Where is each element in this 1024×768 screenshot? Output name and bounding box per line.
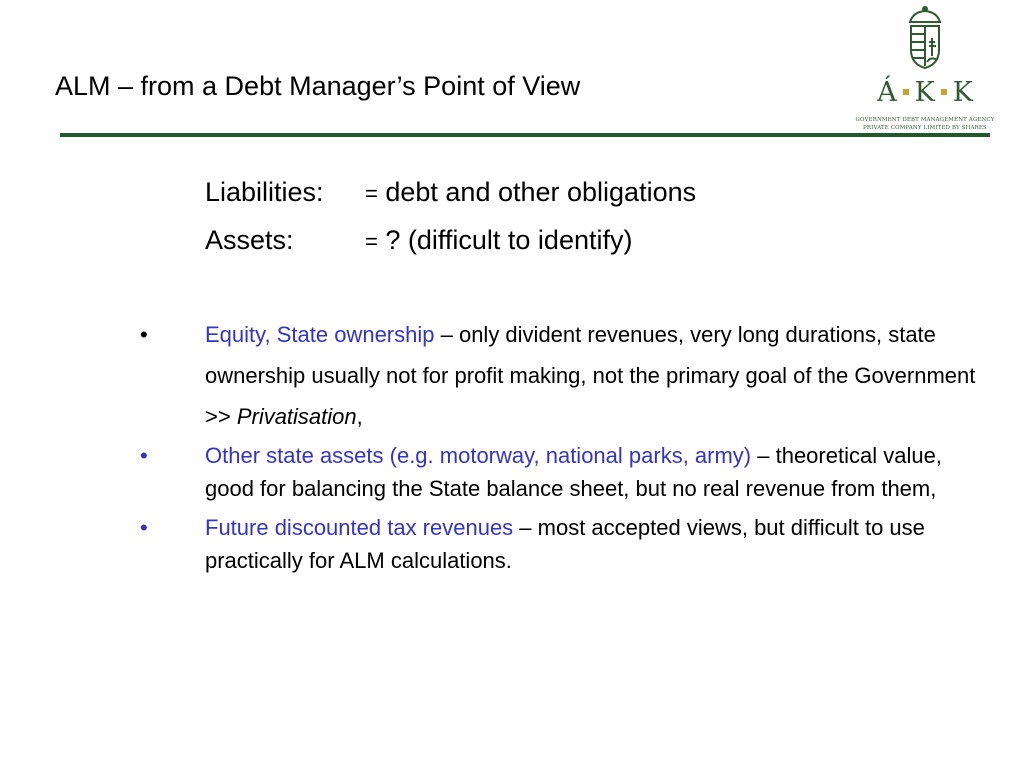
bullet-other-assets [0,439,995,505]
logo-letter-k1: K [914,77,935,108]
coat-of-arms-icon [855,6,995,78]
definition-term: Assets: [205,225,294,255]
bullet-text: – only divident revenues, very long durations, state ownership usually not for profit making, not the primary goal of the Government >> [205,322,976,429]
slide-title: ALM – from a Debt Manager’s Point of View [55,71,581,101]
definition-equals: = [365,181,378,206]
bullet-highlight: Equity, State ownership [205,322,435,347]
bullet-equity [0,314,995,437]
bullet-italic: Privatisation [236,404,357,429]
bullet-mark: • [140,515,148,540]
definition-equals: = [365,229,378,254]
definitions [205,172,696,268]
logo-letter-a: Á [877,77,897,108]
logo-letters [855,76,995,110]
title-divider [60,133,990,137]
logo-dot-1 [903,89,909,95]
bullet-text: – most accepted views, but difficult to use practically for ALM calculations. [205,515,925,573]
bullet-list [0,314,1024,583]
bullet-mark: • [140,322,148,347]
logo-company-type: PRIVATE COMPANY LIMITED BY SHARES [863,125,987,131]
bullet-text: – theoretical value, good for balancing the State balance sheet, but no real revenue from them, [205,443,942,501]
bullet-highlight: Future discounted tax revenues [205,515,514,540]
bullet-mark: • [140,443,148,468]
bullet-tax-revenues [0,511,995,577]
logo-agency-name: GOVERNMENT DEBT MANAGEMENT AGENCY [855,117,995,123]
logo-letter-k2: K [952,77,973,108]
definition-value: debt and other obligations [377,177,697,207]
definition-liabilities [205,172,696,220]
definition-assets [205,220,696,268]
akk-logo [855,6,995,131]
definition-term: Liabilities: [205,177,324,207]
bullet-tail: , [356,404,363,429]
logo-dot-2 [941,89,947,95]
bullet-highlight: Other state assets (e.g. motorway, national parks, army) [205,443,752,468]
definition-value: ? (difficult to identify) [377,225,633,255]
